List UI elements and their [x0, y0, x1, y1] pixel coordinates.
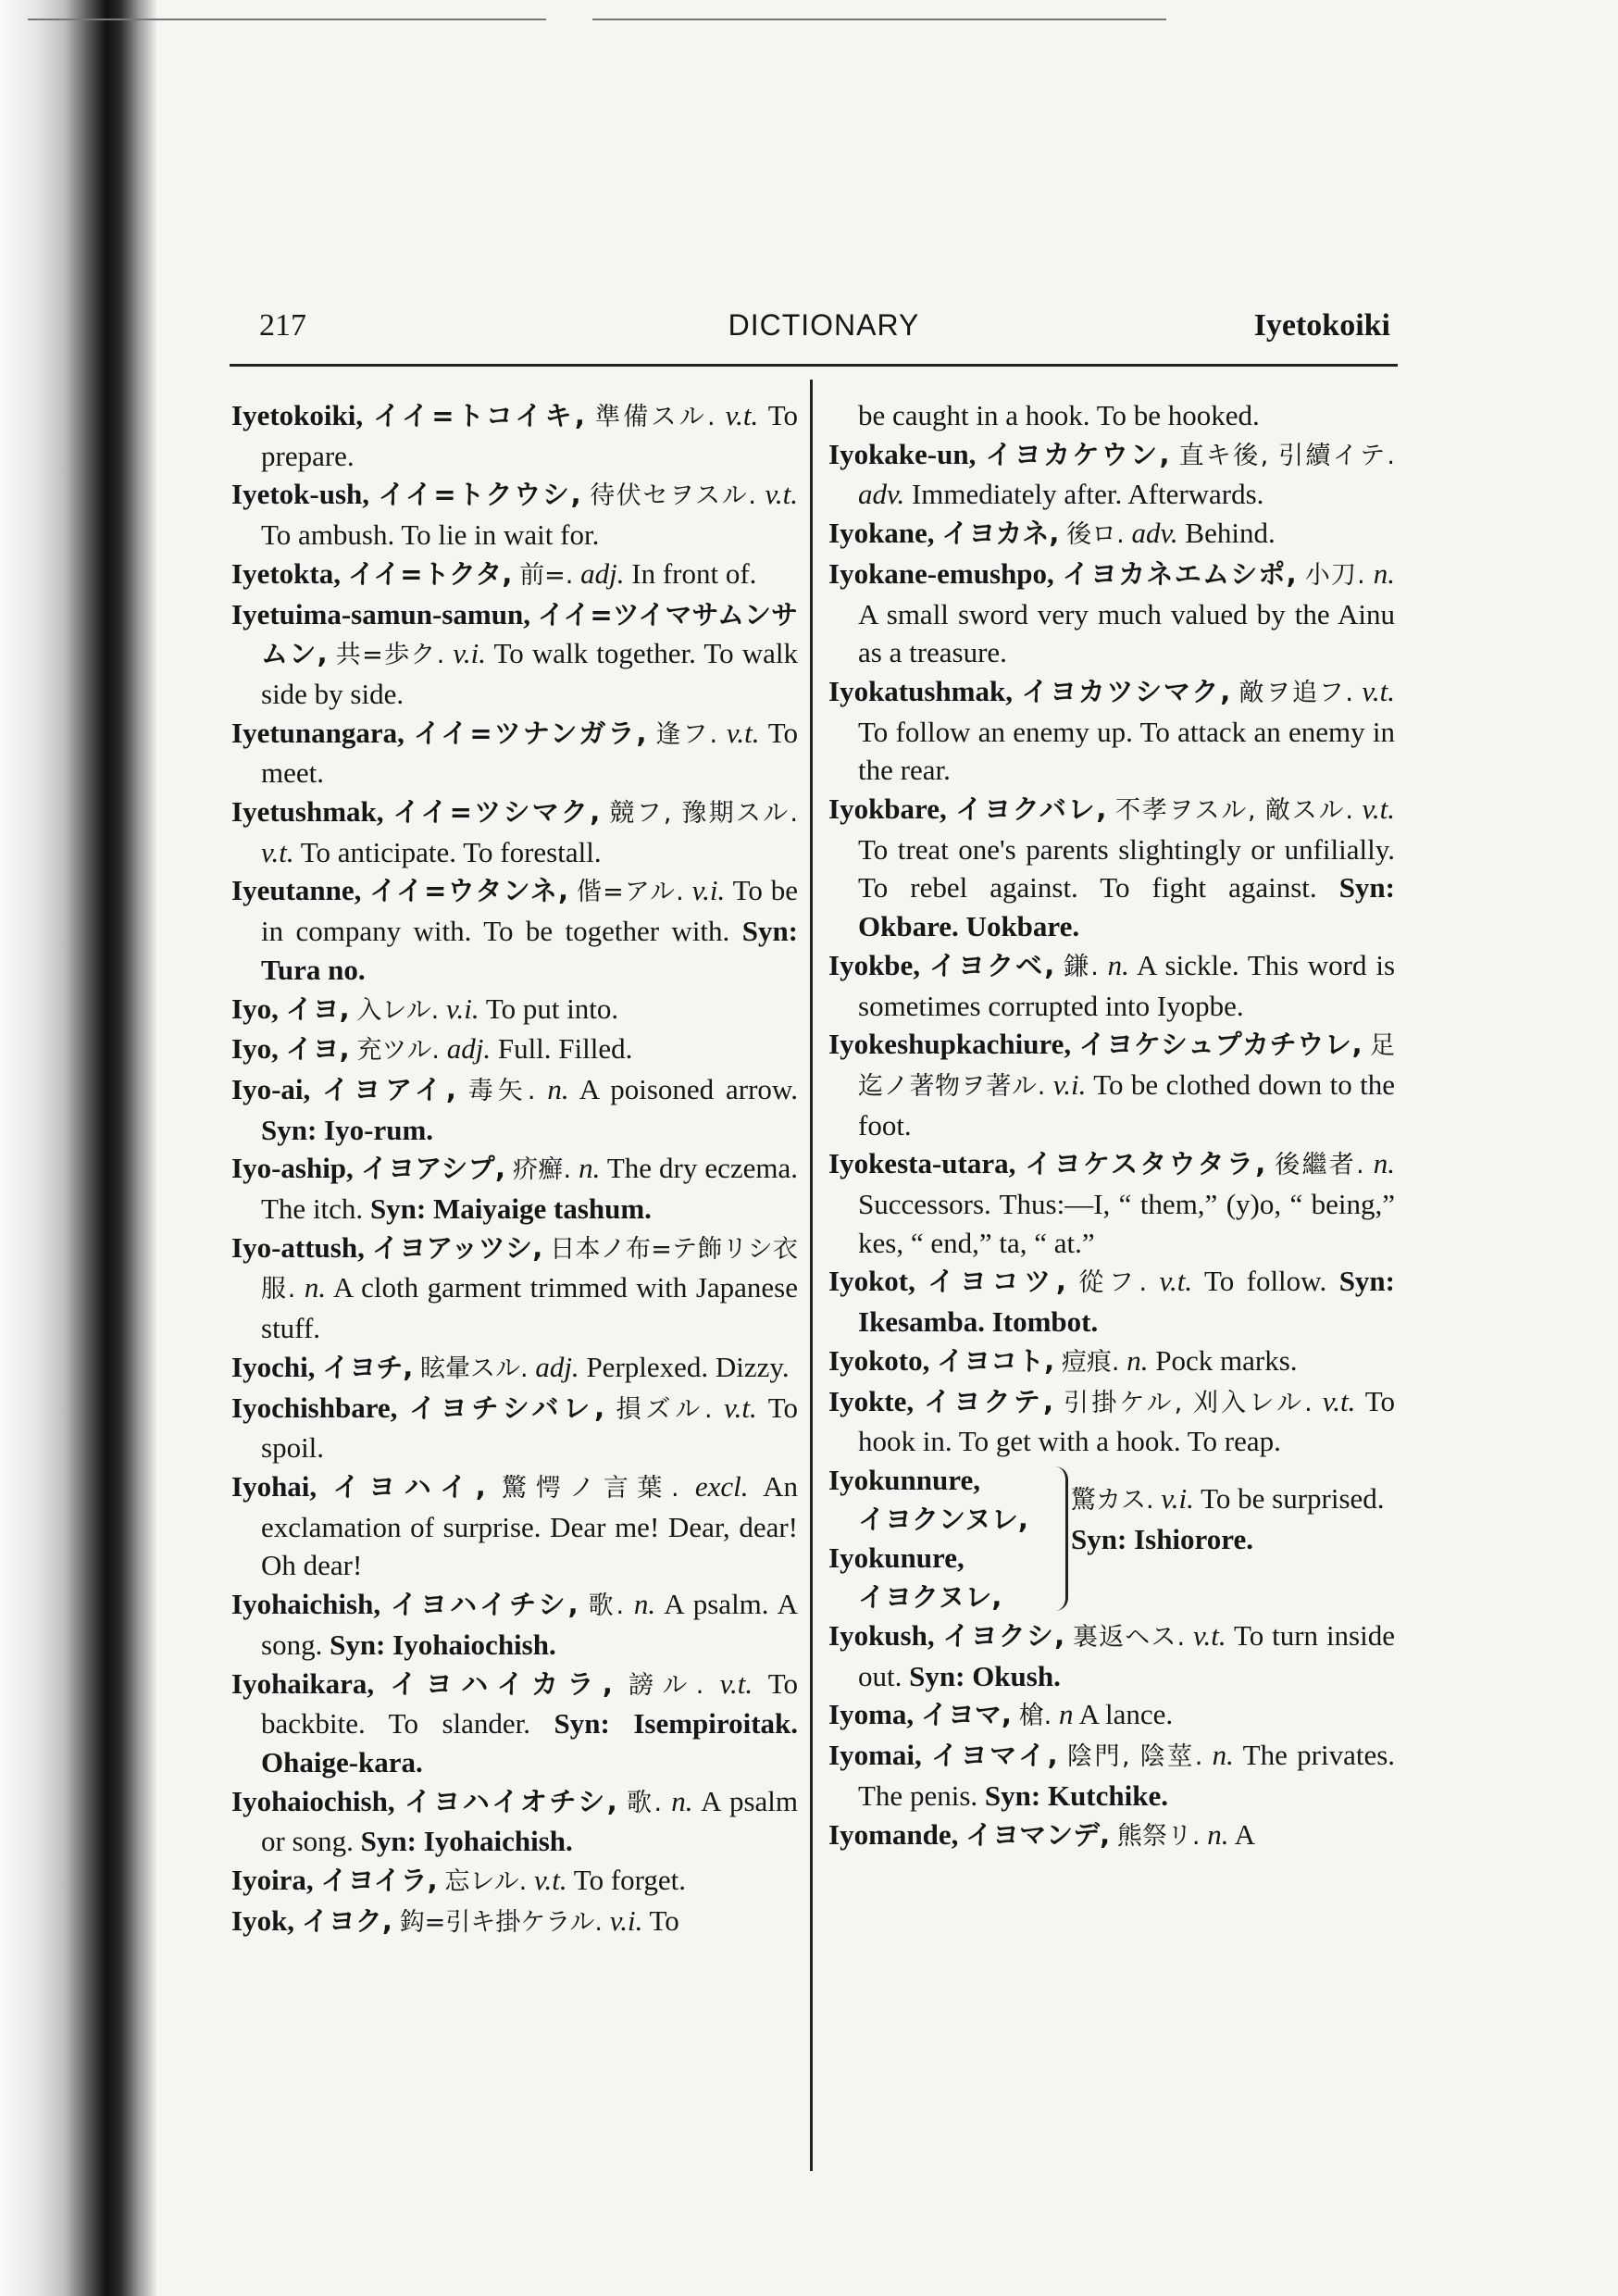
japanese-gloss: 共=歩ク. [335, 641, 445, 670]
part-of-speech: n. [547, 1072, 569, 1105]
dictionary-entry [231, 1348, 798, 1389]
part-of-speech: v.t. [261, 835, 294, 868]
japanese-gloss: 後繼者. [1275, 1151, 1364, 1180]
katakana: イヨチシバレ, [408, 1391, 605, 1424]
katakana: イヨカツシマク, [1021, 675, 1231, 707]
definition: In front of. [631, 556, 757, 590]
curly-brace [1052, 1466, 1068, 1611]
headword: Iyokesta-utara, [828, 1147, 1016, 1180]
part-of-speech: n. [1212, 1739, 1234, 1772]
katakana: イヨハイチシ, [390, 1589, 579, 1621]
column-divider [810, 380, 813, 2171]
dictionary-entry [231, 1229, 798, 1348]
katakana: イヨクベ, [928, 949, 1055, 981]
dictionary-entry [231, 1861, 798, 1902]
synonym-label: Syn: [1338, 871, 1395, 905]
headword: Iyeutanne, [231, 874, 362, 907]
headword: Iyokunure, [828, 1541, 965, 1575]
headword: Iyohaichish, [231, 1588, 381, 1621]
dictionary-entry [231, 1070, 798, 1149]
katakana: イイ=トコイキ, [373, 400, 585, 431]
definition: To backbite. To slander. [261, 1666, 799, 1741]
part-of-speech: adj. [535, 1350, 579, 1383]
synonym-label: Syn: [330, 1628, 386, 1661]
headword: Iyetokoiki, [231, 399, 364, 431]
japanese-gloss: 競フ, 豫期スル. [609, 799, 799, 829]
dictionary-entry [828, 1144, 1395, 1262]
dictionary-entry [828, 946, 1395, 1025]
synonym-label: Syn: [261, 1113, 317, 1146]
dictionary-entry [231, 1467, 798, 1585]
japanese-gloss: 前=. [519, 560, 574, 590]
japanese-gloss: 從フ. [1078, 1268, 1148, 1298]
headword: Iyo-ai, [231, 1072, 311, 1105]
part-of-speech: v.t. [719, 1666, 753, 1700]
synonym-value: Okush. [972, 1659, 1061, 1692]
dictionary-entry [828, 790, 1395, 946]
part-of-speech: v.i. [446, 992, 479, 1025]
dictionary-entry [231, 475, 798, 554]
part-of-speech: v.t. [534, 1864, 567, 1897]
katakana: イイ=トクウシ, [378, 479, 581, 511]
synonym-value: Iyo-rum. [324, 1113, 434, 1146]
dictionary-entry [231, 1585, 798, 1664]
header-rule [230, 364, 1398, 367]
japanese-gloss: 眩暈スル. [419, 1354, 529, 1383]
japanese-gloss: 歌. [626, 1788, 663, 1817]
synonym-label: Syn: [554, 1707, 610, 1741]
headword: Iyokeshupkachiure, [828, 1028, 1072, 1061]
definition: A small sword very much valued by the Ainu as a treasure. [858, 597, 1395, 669]
part-of-speech: adj. [446, 1032, 492, 1066]
guide-word: Iyetokoiki [1253, 308, 1390, 343]
part-of-speech: v.i. [453, 637, 486, 670]
dictionary-entry [828, 555, 1395, 672]
japanese-gloss: 日本ノ布=テ飾リシ衣服. [261, 1234, 799, 1304]
synonym-value: Iyohaiochish. [392, 1628, 556, 1661]
headword: Iyo, [231, 992, 279, 1025]
headword: Iyetokta, [231, 556, 341, 590]
dictionary-entry [828, 1736, 1395, 1815]
headword: Iyokatushmak, [828, 674, 1013, 707]
part-of-speech: n. [1373, 556, 1396, 590]
dictionary-entry [231, 1665, 798, 1782]
dictionary-entry [231, 1029, 798, 1070]
synonym-value: Isempiroitak. Ohaige-kara. [261, 1707, 799, 1778]
definition: The privates. The penis. [858, 1739, 1396, 1812]
headword: Iyomai, [828, 1739, 922, 1772]
part-of-speech: n. [1107, 948, 1129, 981]
synonym-value: Maiyaige tashum. [433, 1192, 652, 1226]
japanese-gloss: 裏返ヘス. [1072, 1622, 1186, 1652]
japanese-gloss: 痘痕. [1061, 1347, 1120, 1377]
katakana: イヨ, [285, 992, 350, 1025]
japanese-gloss: 陰門, 陰莖. [1066, 1742, 1203, 1772]
katakana: イヨアイ, [322, 1073, 456, 1105]
part-of-speech: adj. [580, 556, 625, 590]
dictionary-entry [828, 1816, 1395, 1856]
part-of-speech: adv. [858, 478, 905, 511]
japanese-gloss: 驚愕ノ言葉. [502, 1473, 679, 1503]
headword: Iyetushmak, [231, 795, 384, 829]
synonym-label: Syn: [1338, 1265, 1395, 1298]
definition: Full. Filled. [497, 1032, 633, 1066]
top-edge-line [28, 19, 546, 20]
brace-headwords [828, 1461, 1051, 1617]
headword: Iyohaikara, [231, 1666, 375, 1700]
japanese-gloss: 逢フ. [655, 719, 718, 749]
definition: To be in company with. To be together with. [261, 874, 798, 948]
headword: Iyoira, [231, 1864, 314, 1897]
part-of-speech: n. [633, 1588, 656, 1621]
japanese-gloss: 充ツル. [356, 1036, 440, 1066]
japanese-gloss: 鈎=引キ掛ケラル. [399, 1907, 603, 1937]
part-of-speech: n. [579, 1152, 601, 1185]
definition: A psalm. A song. [261, 1588, 799, 1661]
dictionary-entry [231, 990, 798, 1030]
part-of-speech: v.t. [724, 1391, 757, 1424]
katakana: イイ=ツイマサムンサムン, [261, 598, 799, 670]
dictionary-entry [828, 1341, 1395, 1382]
page-number: 217 [259, 308, 306, 343]
definition: A sickle. This word is sometimes corrupted into Iyopbe. [858, 948, 1396, 1022]
dictionary-entry [231, 1902, 798, 1942]
definition: A poisoned arrow. [579, 1072, 799, 1105]
definition: To follow. [1203, 1265, 1327, 1298]
part-of-speech: v.t. [1159, 1265, 1193, 1298]
definition: To follow an enemy up. To attack an enemy in the rear. [858, 715, 1395, 787]
japanese-gloss: 準備スル. [594, 403, 716, 431]
synonym-label: Syn: [369, 1192, 427, 1226]
definition: To forget. [573, 1864, 687, 1897]
headword: Iyetuima-samun-samun, [231, 597, 530, 630]
headword: Iyokane-emushpo, [828, 556, 1054, 590]
continued-definition: be caught in a hook. To be hooked. [858, 399, 1260, 431]
headword: Iyo-attush, [231, 1230, 365, 1264]
katakana: イヨマイ, [931, 1740, 1058, 1772]
brace-definition [1071, 1479, 1395, 1558]
dictionary-entry [231, 1149, 798, 1228]
part-of-speech: v.i. [691, 874, 726, 907]
definition: An exclamation of surprise. Dear me! Dear, dear! Oh dear! [261, 1469, 799, 1582]
katakana: イヨカネエムシポ, [1062, 557, 1297, 590]
headword: Iyomande, [828, 1817, 959, 1851]
japanese-gloss: 足迄ノ著物ヲ著ル. [858, 1031, 1396, 1101]
katakana: イヨクバレ, [955, 793, 1107, 826]
part-of-speech: n. [1207, 1817, 1229, 1851]
part-of-speech: v.t. [725, 399, 759, 431]
right-column [828, 396, 1395, 1855]
synonym-value: Tura no. [261, 953, 366, 986]
headword: Iyokbare, [828, 792, 947, 826]
part-of-speech: excl. [694, 1469, 749, 1503]
headword: Iyohaiochish, [231, 1784, 395, 1817]
definition: Perplexed. Dizzy. [586, 1350, 790, 1383]
dictionary-entry [828, 435, 1395, 514]
headword: Iyo, [231, 1032, 279, 1066]
japanese-gloss: 小刀. [1304, 560, 1365, 590]
katakana: イヨコツ, [927, 1266, 1066, 1298]
definition: To anticipate. To forestall. [300, 835, 602, 868]
part-of-speech: v.i. [1052, 1067, 1087, 1101]
katakana: イヨケシュプカチウレ, [1078, 1029, 1363, 1061]
dictionary-entry [231, 714, 798, 792]
katakana: イヨクンヌレ, [858, 1503, 1028, 1535]
japanese-gloss: 槍. [1018, 1702, 1052, 1731]
synonym-value: Kutchike. [1047, 1778, 1168, 1812]
katakana: イイ=ウタンネ, [369, 875, 569, 907]
katakana: イイ=ツシマク, [392, 796, 601, 829]
definition: To be clothed down to the foot. [858, 1067, 1395, 1142]
headword: Iyoma, [828, 1698, 915, 1731]
definition: To spoil. [261, 1391, 799, 1465]
part-of-speech: n. [1126, 1343, 1149, 1377]
japanese-gloss: 不孝ヲスル, 敵スル. [1114, 796, 1353, 826]
definition: To prepare. [261, 399, 798, 472]
part-of-speech: n. [1373, 1147, 1396, 1180]
katakana: イヨカネ, [941, 518, 1060, 550]
katakana: イイ=トクタ, [347, 557, 513, 590]
japanese-gloss: 驚カス. [1071, 1485, 1154, 1515]
headword: Iyokunnure, [828, 1463, 980, 1496]
book-spine-shadow [0, 0, 157, 2296]
headword: Iyochi, [231, 1350, 316, 1383]
japanese-gloss: 直キ後, 引續イテ. [1178, 441, 1396, 470]
part-of-speech: v.t. [726, 716, 760, 749]
headword: Iyohai, [231, 1469, 317, 1503]
left-column [231, 396, 798, 1941]
definition: To walk together. To walk side by side. [261, 637, 798, 710]
katakana: イイ=ツナンガラ, [413, 717, 647, 749]
definition: Successors. Thus:—I, “ them,” (y)o, “ being,” kes, “ end,” ta, “ at.” [858, 1188, 1395, 1259]
part-of-speech: v.t. [765, 478, 799, 511]
definition: To turn inside out. [858, 1618, 1395, 1692]
brace-entry [828, 1461, 1395, 1616]
japanese-gloss: 偕=アル. [576, 878, 684, 907]
dictionary-entry [231, 595, 798, 714]
dictionary-entry [231, 1782, 798, 1861]
japanese-gloss: 謗ル. [629, 1670, 704, 1700]
synonym-label: Syn: [1071, 1522, 1127, 1555]
dictionary-entry [828, 1262, 1395, 1341]
definition: To treat one's parents slightingly or unfilially. To rebel against. To fight against. [858, 832, 1395, 905]
japanese-gloss: 歌. [588, 1591, 625, 1621]
headword: Iyokake-un, [828, 437, 977, 470]
synonym-label: Syn: [909, 1659, 965, 1692]
katakana: イヨ, [285, 1033, 350, 1066]
headword: Iyokte, [828, 1384, 915, 1417]
katakana: イヨクヌレ, [858, 1581, 1002, 1614]
definition: Immediately after. Afterwards. [911, 478, 1264, 511]
synonym-label: Syn: [360, 1825, 417, 1858]
headword: Iyetunangara, [231, 716, 404, 749]
entry-group [828, 1616, 1395, 1855]
part-of-speech: v.t. [1193, 1618, 1226, 1652]
definition: Pock marks. [1155, 1343, 1298, 1377]
headword: Iyok, [231, 1903, 295, 1937]
japanese-gloss: 入レル. [356, 995, 440, 1025]
katakana: イヨクテ, [924, 1385, 1054, 1417]
katakana: イヨハイ, [332, 1470, 486, 1503]
japanese-gloss: 疥癬. [512, 1155, 572, 1185]
part-of-speech: v.t. [1362, 674, 1395, 707]
japanese-gloss: 損ズル. [616, 1394, 713, 1424]
katakana: イヨアシプ, [360, 1153, 505, 1185]
headword: Iyokane, [828, 517, 935, 550]
katakana: イヨアッツシ, [371, 1231, 543, 1264]
page-header [250, 308, 1398, 355]
katakana: イヨマ, [920, 1699, 1012, 1731]
japanese-gloss: 毒矢. [467, 1076, 536, 1105]
katakana: イヨコト, [937, 1344, 1055, 1377]
definition: A [1234, 1817, 1255, 1851]
katakana: イヨハイオチシ, [404, 1785, 617, 1817]
headword: Iyetok-ush, [231, 478, 370, 511]
dictionary-entry [231, 555, 798, 595]
headword: Iyokot, [828, 1265, 915, 1298]
dictionary-entry [231, 396, 798, 475]
synonym-value: Ishiorore. [1134, 1522, 1253, 1555]
japanese-gloss: 待伏セヲスル. [590, 481, 756, 511]
katakana: イヨイラ, [320, 1865, 438, 1897]
definition: To ambush. To lie in wait for. [261, 518, 600, 552]
dictionary-entry [828, 1616, 1395, 1695]
part-of-speech: n [1059, 1698, 1074, 1731]
dictionary-entry [828, 1025, 1395, 1144]
dictionary-entry [231, 1389, 798, 1467]
definition: The dry eczema. The itch. [261, 1152, 799, 1226]
definition: To be surprised. [1201, 1481, 1385, 1515]
part-of-speech: n. [304, 1271, 327, 1304]
synonym-value: Ikesamba. Itombot. [858, 1305, 1099, 1339]
dictionary-entry [828, 514, 1395, 555]
part-of-speech: v.i. [1161, 1481, 1194, 1515]
katakana: イヨハイカラ, [390, 1667, 613, 1700]
katakana: イヨマンデ, [965, 1818, 1111, 1851]
top-edge-line [592, 19, 1166, 20]
definition: To meet. [261, 716, 799, 790]
headword: Iyokoto, [828, 1343, 930, 1377]
synonym-label: Syn: [741, 915, 799, 948]
definition: To put into. [485, 992, 619, 1025]
katakana: イヨク, [301, 1904, 392, 1937]
definition: A cloth garment trimmed with Japanese stuff. [261, 1271, 799, 1345]
dictionary-entry [828, 1695, 1395, 1736]
katakana: イヨケスタウタラ, [1025, 1148, 1266, 1180]
japanese-gloss: 後ロ. [1066, 520, 1125, 550]
katakana: イヨチ, [322, 1351, 414, 1383]
part-of-speech: n. [671, 1784, 693, 1817]
headword: Iyochishbare, [231, 1391, 398, 1424]
definition: To hook in. To get with a hook. To reap. [858, 1384, 1396, 1458]
synonym-value: Okbare. Uokbare. [858, 910, 1080, 943]
dictionary-entry [828, 1382, 1395, 1461]
japanese-gloss: 熊祭リ. [1116, 1821, 1201, 1851]
entry-group [828, 435, 1395, 1461]
definition: Behind. [1185, 517, 1276, 550]
dictionary-entry [231, 792, 798, 871]
part-of-speech: v.t. [1322, 1384, 1356, 1417]
japanese-gloss: 引掛ケル, 刈入レル. [1064, 1388, 1313, 1417]
headword: Iyokbe, [828, 948, 921, 981]
dictionary-entry [231, 871, 798, 989]
part-of-speech: adv. [1131, 517, 1178, 550]
definition: A psalm or song. [261, 1784, 799, 1858]
synonym-value: Iyohaichish. [423, 1825, 573, 1858]
synonym-label: Syn: [984, 1778, 1041, 1812]
part-of-speech: v.i. [609, 1903, 643, 1937]
katakana: イヨクシ, [942, 1619, 1065, 1652]
headword: Iyo-aship, [231, 1152, 354, 1185]
katakana: イヨカケウン, [985, 438, 1170, 470]
definition: A lance. [1078, 1698, 1174, 1731]
part-of-speech: v.t. [1362, 792, 1396, 826]
dictionary-entry [828, 672, 1395, 790]
headword: Iyokush, [828, 1618, 935, 1652]
japanese-gloss: 鎌. [1064, 952, 1099, 981]
running-title: DICTIONARY [728, 308, 920, 342]
definition: To [649, 1903, 679, 1937]
japanese-gloss: 忘レル. [444, 1867, 528, 1897]
japanese-gloss: 敵ヲ追フ. [1238, 678, 1353, 707]
